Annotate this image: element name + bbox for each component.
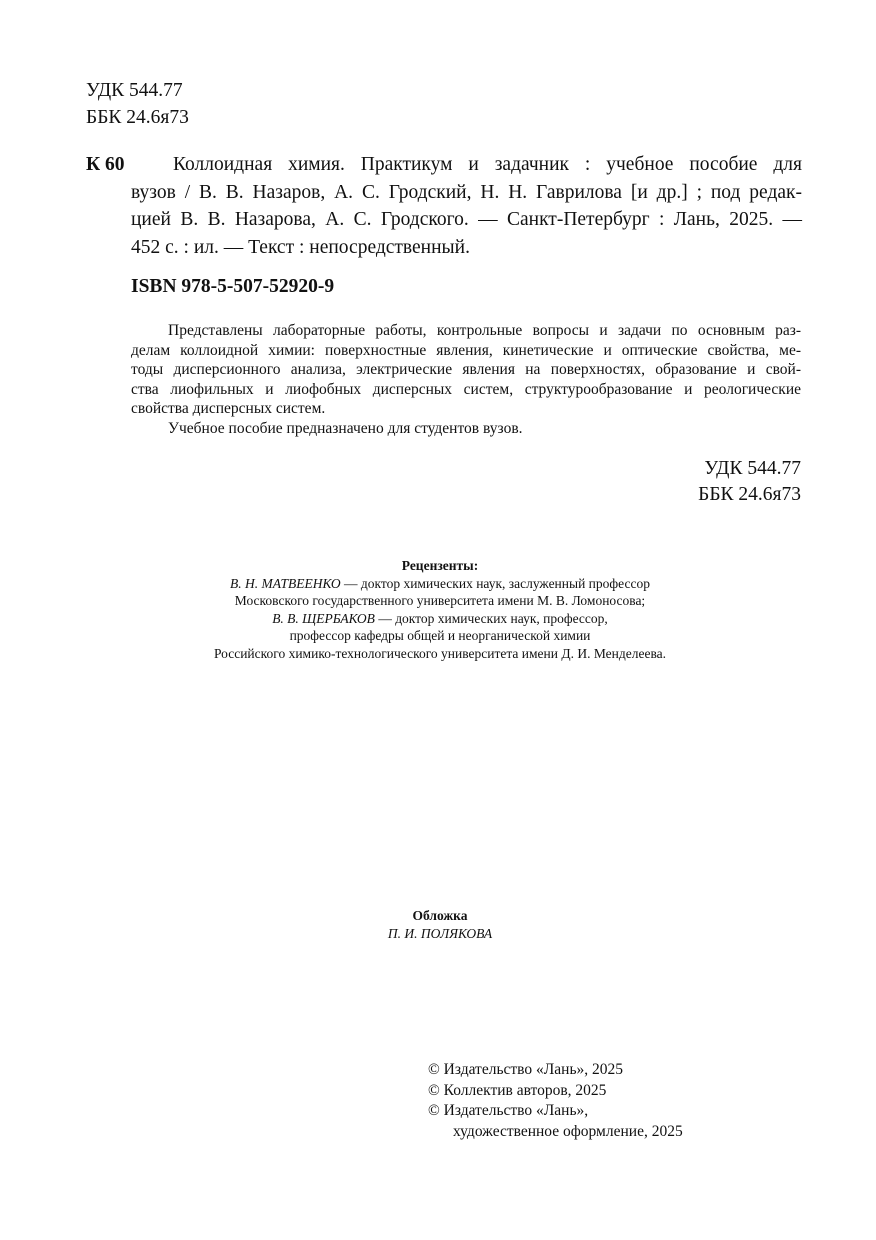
reviewer-2 [90, 610, 790, 628]
copyright-design-cont: художественное оформление, 2025 [453, 1123, 683, 1141]
reviewer-2-dept: профессор кафедры общей и неорганической химии [289, 628, 591, 644]
reviewer-1-org: Московского государственного университета имени М. В. Ломоносова; [234, 593, 646, 609]
cover-heading: Обложка [412, 908, 468, 923]
reviewer-2-title: — доктор химических наук, профессор, [374, 610, 608, 626]
abstract [131, 321, 801, 438]
abstract-line-1: Представлены лабораторные работы, контрольные вопросы и задачи по основным раз- [168, 322, 801, 339]
author-mark: К 60 [86, 154, 125, 175]
abstract-line-2: делам коллоидной химии: поверхностные явления, кинетические и оптические свойства, ме- [131, 341, 801, 359]
reviewer-1 [90, 575, 790, 593]
abstract-line-4: ства лиофильных и лиофобных дисперсных систем, структурообразование и реологические [131, 380, 801, 398]
abstract-line-3: тоды дисперсионного анализа, электрические явления на поверхностях, образование и свой- [131, 361, 801, 378]
cover-designer: П. И. ПОЛЯКОВА [387, 925, 493, 941]
copyright-authors: © Коллектив авторов, 2025 [428, 1081, 607, 1099]
entry-line-4: 452 с. : ил. — Текст : непосредственный. [131, 236, 470, 258]
bbk-right: ББК 24.6я73 [698, 484, 801, 505]
bibliographic-entry [131, 151, 802, 261]
copyright-design: © Издательство «Лань», [428, 1102, 589, 1120]
reviewer-2-name: В. В. ЩЕРБАКОВ [272, 610, 375, 626]
cover-block [265, 907, 615, 942]
reviewer-2-org: Российского химико-технологического университета имени Д. И. Менделеева. [213, 645, 667, 661]
udk-right: УДК 544.77 [704, 458, 801, 479]
copyright-block [428, 1060, 788, 1143]
abstract-line-5: свойства дисперсных систем. [131, 400, 326, 417]
reviewers-block [90, 557, 790, 663]
reviewers-heading: Рецензенты: [401, 558, 479, 573]
bbk-top: ББК 24.6я73 [86, 107, 189, 128]
copyright-publisher: © Издательство «Лань», 2025 [428, 1061, 624, 1078]
entry-line-1: Коллоидная химия. Практикум и задачник : учебное пособие для [173, 154, 802, 175]
isbn: ISBN 978-5-507-52920-9 [131, 276, 335, 297]
entry-line-2: вузов / В. В. Назаров, А. С. Гродский, Н. Н. Гаврилова [и др.] ; под редак- [131, 181, 802, 203]
reviewer-1-name: В. Н. МАТВЕЕНКО [230, 575, 341, 591]
audience-note: Учебное пособие предназначено для студентов вузов. [168, 419, 523, 437]
udk-top: УДК 544.77 [86, 80, 183, 101]
reviewer-1-title: — доктор химических наук, заслуженный профессор [340, 575, 650, 591]
entry-line-3: цией В. В. Назарова, А. С. Гродского. — Санкт-Петербург : Лань, 2025. — [131, 209, 802, 230]
